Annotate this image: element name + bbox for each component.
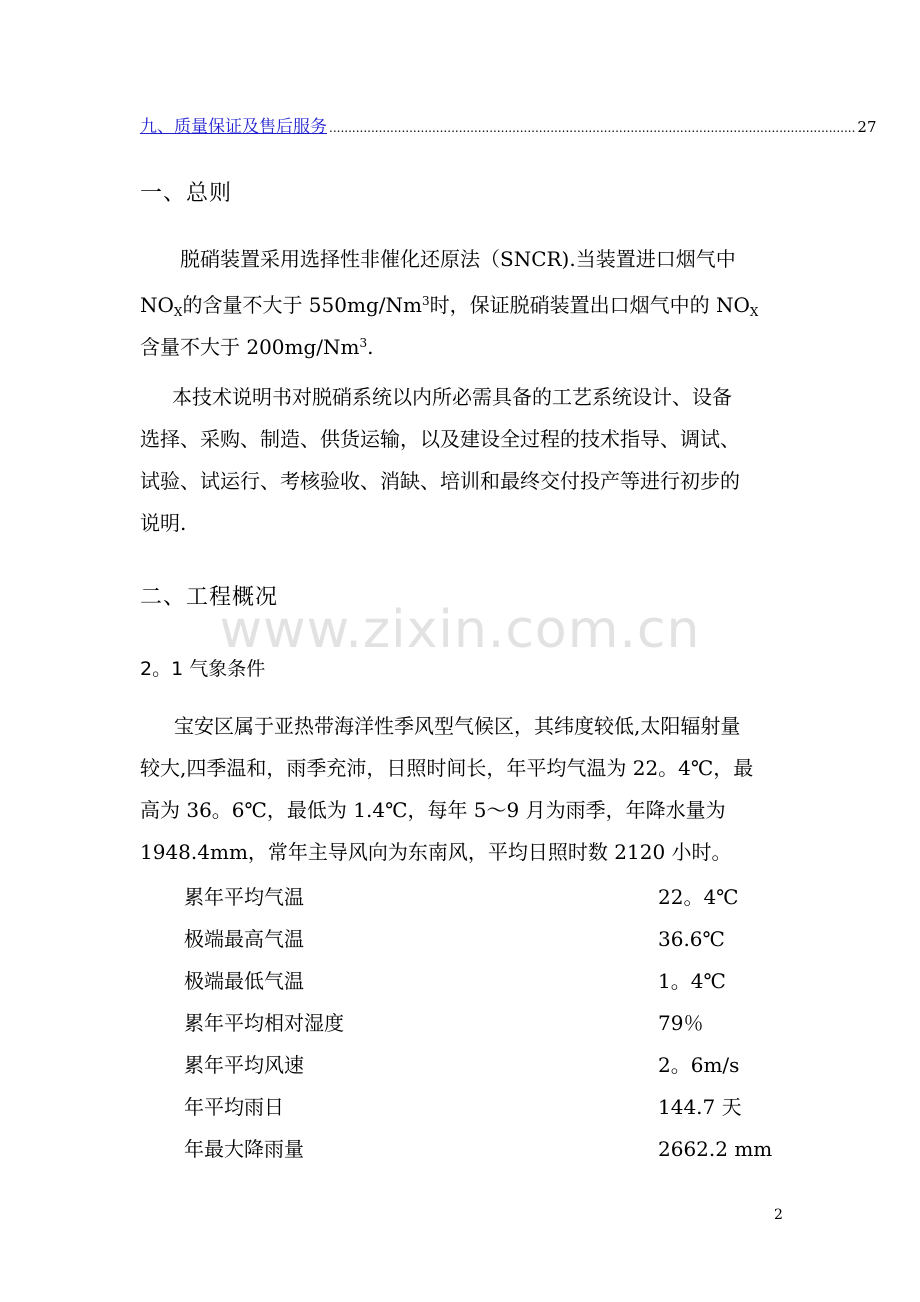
paragraph-line: 1948.4mm，常年主导风向为东南风，平均日照时数 2120 小时。 [140,840,732,864]
row-label: 极端最高气温 [184,927,304,951]
subscript: X [173,305,183,319]
paragraph-line: 高为 36。6℃，最低为 1.4℃，每年 5～9 月为雨季，年降水量为 [140,798,726,822]
toc-page-number: 27 [857,118,877,136]
toc-entry-link[interactable]: 九、质量保证及售后服务 [140,117,327,137]
row-value: 36.6℃ [658,927,725,951]
row-label: 累年平均风速 [184,1053,304,1077]
row-label: 年平均雨日 [184,1095,284,1119]
table-row [184,1128,784,1170]
table-row [184,960,784,1002]
paragraph-line: 较大,四季温和，雨季充沛，日照时间长，年平均气温为 22。4℃，最 [140,756,754,780]
paragraph-line [140,280,780,322]
toc-entry[interactable] [140,112,877,138]
text-run: 的含量不大于 550mg/Nm [182,293,422,317]
paragraph-line: 脱硝装置采用选择性非催化还原法（SNCR).当装置进口烟气中 [180,247,736,271]
text-run: 时，保证脱硝装置出口烟气中的 NO [429,293,750,317]
row-value: 2662.2 mm [658,1137,773,1161]
climate-table [184,876,784,1170]
subscript: X [749,305,759,319]
paragraph-line [140,322,780,364]
text-run: . [367,335,374,359]
section-heading-overview: 二、工程概况 [140,585,279,610]
paragraph-line: 选择、采购、制造、供货运输，以及建设全过程的技术指导、调试、 [140,427,740,451]
toc-leader-dots: .......................................................................................................................................... [329,121,856,135]
paragraph-scope [140,376,780,544]
section-heading-general: 一、总则 [140,181,233,206]
page-number: 2 [774,1207,783,1223]
watermark: www.zixin.com.cn [219,600,701,660]
superscript: 3 [359,336,368,350]
table-row [184,918,784,960]
table-row [184,1044,784,1086]
paragraph-line: 说明. [140,511,187,535]
paragraph-line: 宝安区属于亚热带海洋性季风型气候区，其纬度较低,太阳辐射量 [174,714,741,738]
paragraph-line: 本技术说明书对脱硝系统以内所必需具备的工艺系统设计、设备 [172,385,732,409]
text-run: 含量不大于 200mg/Nm [140,335,360,359]
row-value: 22。4℃ [658,885,739,909]
paragraph-line: 试验、试运行、考核验收、消缺、培训和最终交付投产等进行初步的 [140,469,740,493]
paragraph-climate [140,705,780,873]
superscript: 3 [421,294,430,308]
row-value: 79％ [658,1011,704,1035]
table-row [184,876,784,918]
text-run: NO [140,293,174,317]
row-label: 年最大降雨量 [184,1137,304,1161]
table-row [184,1002,784,1044]
row-label: 累年平均气温 [184,885,304,909]
row-value: 144.7 天 [658,1095,742,1119]
row-value: 2。6m/s [658,1053,740,1077]
row-value: 1。4℃ [658,969,726,993]
paragraph-sncr [140,238,780,364]
table-row [184,1086,784,1128]
row-label: 极端最低气温 [184,969,304,993]
subsection-heading-weather: 2。1 气象条件 [140,658,266,680]
row-label: 累年平均相对湿度 [184,1011,344,1035]
